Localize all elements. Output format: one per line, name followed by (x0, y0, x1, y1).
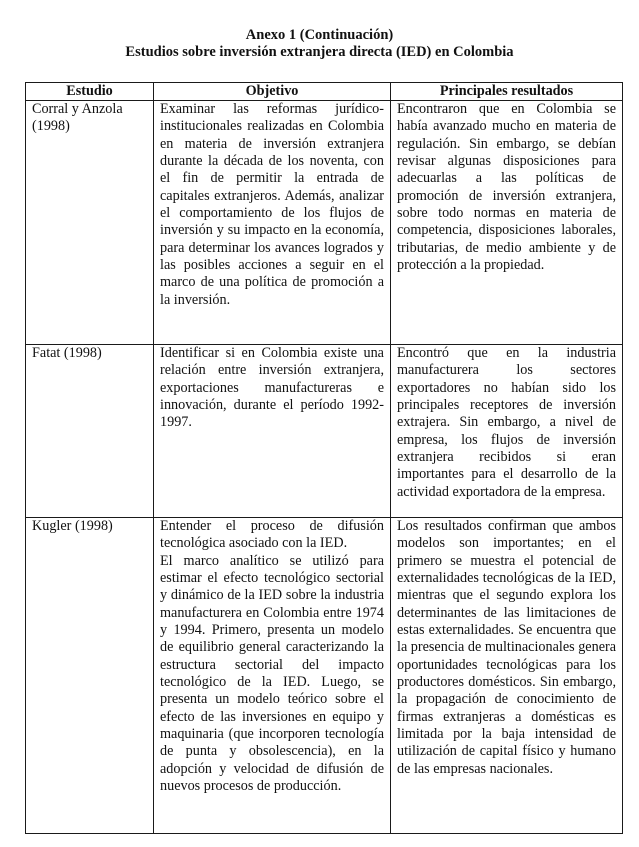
objective-paragraph: Examinar las reformas jurídico-institucionales realizadas en Colombia en materia de inversión extranjera durante la década de los noventa, con el fin de permitir la entrada de capitales extranjeros. Además, analizar el comportamiento de los flujos de inversión y su impacto en la economía, para determinar los avances logrados y las posibles acciones a seguir en el marco de una política de promoción a la inversión. (160, 101, 384, 308)
table-header-row (26, 83, 623, 101)
ied-studies-table (25, 82, 623, 834)
document-heading (0, 27, 639, 61)
column-header-objetivo: Objetivo (154, 83, 391, 101)
results-paragraph: Encontraron que en Colombia se había avanzado mucho en materia de regulación. Sin embargo, se debían revisar algunas disposiciones para adecuarlas a las políticas de promoción de inversión extranjera, sobre todo normas en materia de competencia, disposiciones laborales, tributarias, de medio ambiente y de protección a la propiedad. (397, 101, 616, 274)
results-paragraph: Los resultados confirman que ambos modelos son importantes; en el primero se muestra el potencial de externalidades tecnológicas de la IED, mientras que el segundo explora los determinantes de las limitaciones de estas externalidades. Se encuentra que la presencia de multinacionales genera oportunidades tecnológicas para los productores domésticos. Sin embargo, la propagación de conocimiento de firmas extranjeras a domésticas es limitada por la baja intensidad de utilización de capital físico y humano de las empresas nacionales. (397, 518, 617, 777)
objective-paragraph: El marco analítico se utilizó para estimar el efecto tecnológico sectorial y dinámico de la IED sobre la industria manufacturera en Colombia entre 1974 y 1994. Primero, presenta un modelo de equilibrio general caracterizando la estructura sectorial del impacto tecnológico de la IED. Luego, se presenta un modelo teórico sobre el efecto de las inversiones en equipo y maquinaria (que incorporen tecnología de punta y obsolescencia), en la adopción y velocidad de difusión de nuevos procesos de producción. (160, 552, 384, 795)
study-cell: Corral y Anzola (1998) (26, 101, 154, 345)
objective-paragraph: Identificar si en Colombia existe una relación entre inversión extranjera, exportaciones manufactureras e innovación, durante el período 1992-1997. (160, 345, 384, 431)
annex-subtitle: Estudios sobre inversión extranjera directa (IED) en Colombia (125, 44, 514, 60)
table-row (26, 345, 623, 518)
results-cell (391, 101, 623, 345)
column-header-estudio: Estudio (26, 83, 154, 101)
objective-cell (154, 518, 391, 834)
results-cell (391, 345, 623, 518)
results-cell (391, 518, 623, 834)
study-cell: Kugler (1998) (26, 518, 154, 834)
table-row (26, 518, 623, 834)
objective-cell (154, 345, 391, 518)
annex-title: Anexo 1 (Continuación) (245, 27, 394, 43)
table-row (26, 101, 623, 345)
objective-paragraph: Entender el proceso de difusión tecnológica asociado con la IED. (160, 518, 384, 552)
study-cell: Fatat (1998) (26, 345, 154, 518)
column-header-resultados: Principales resultados (391, 83, 623, 101)
objective-cell (154, 101, 391, 345)
results-paragraph: Encontró que en la industria manufacturera los sectores exportadores no habían sido los principales receptores de inversión extrajera. Sin embargo, a nivel de empresa, los flujos de inversión extranjera recibidos si eran importantes para el desarrollo de la actividad exportadora de la empresa. (397, 345, 616, 500)
